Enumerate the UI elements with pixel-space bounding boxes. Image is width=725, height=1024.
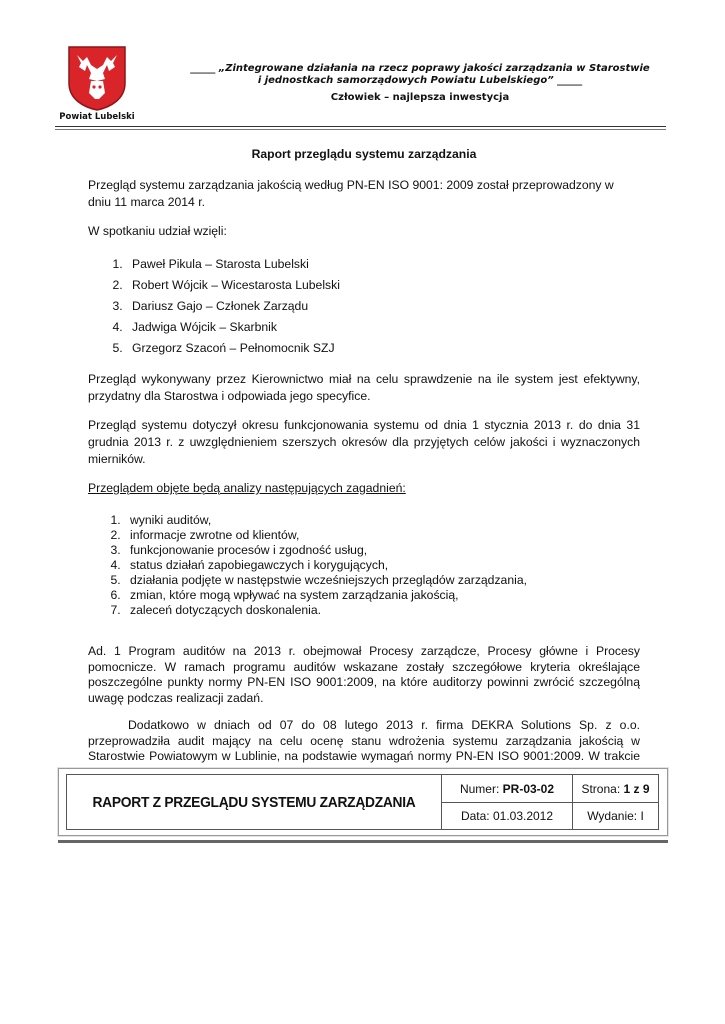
project-title [165, 63, 675, 87]
topic-item: 7. zaleceń dotyczących doskonalenia. [124, 603, 640, 618]
topic-item: 5. działania podjęte w następstwie wcześniejszych przeglądów zarządzania, [124, 573, 640, 588]
participants-list [88, 256, 640, 357]
project-title-line1: _____ „Zintegrowane działania na rzecz poprawy jakości zarządzania w Starostwie [190, 63, 650, 74]
intro-paragraph: Przegląd systemu zarządzania jakością według PN-EN ISO 9001: 2009 został przeprowadzony w dniu 11 marca 2014 r. [88, 178, 614, 209]
period-paragraph: Przegląd systemu dotyczył okresu funkcjonowania systemu od dnia 1 stycznia 2013 r. do dnia 31 grudnia 2013 r. z uwzględnieniem szerszych okresów dla przyjętych celów jakości i wyznaczonych mierników. [88, 418, 640, 466]
crest-label: Powiat Lubelski [59, 112, 135, 122]
document-footer [58, 768, 668, 836]
audit-program-paragraph: Ad. 1 Program auditów na 2013 r. obejmował Procesy zarządcze, Procesy główne i Procesy pomocnicze. W ramach programu auditów wskazane zostały szczegółowe kryteria określające poszczególne punkty normy PN-EN ISO 9001:2009, na które auditorzy powinni zwrócić szczególną uwagę podczas realizacji zadań. [88, 644, 640, 705]
number-value: PR-03-02 [502, 781, 555, 796]
topics-list [88, 513, 640, 618]
dekra-paragraph: Dodatkowo w dniach od 07 do 08 lutego 2013 r. firma DEKRA Solutions Sp. z o.o. przeprowadziła audit mający na celu ocenę stanu wdrożenia systemu zarządzania jakością w Starostwie Powiatowym w Lublinie, na podstawie wymagań normy PN-EN ISO 9001:2009. W trakcie [88, 718, 640, 763]
participant-item: 3. Dariusz Gajo – Członek Zarządu [126, 298, 640, 315]
topic-item: 1. wyniki auditów, [124, 513, 640, 528]
header-divider [55, 126, 666, 127]
topic-item: 6. zmian, które mogą wpływać na system zarządzania jakością, [124, 588, 640, 603]
project-title-line2: i jednostkach samorządowych Powiatu Lubelskiego” _____ [257, 75, 583, 86]
participants-label: W spotkaniu udział wzięli: [88, 224, 227, 238]
page-value: 1 z 9 [623, 781, 650, 796]
participant-item: 4. Jadwiga Wójcik – Skarbnik [126, 319, 640, 336]
footer-table [66, 774, 659, 830]
topic-item: 3. funkcjonowanie procesów i zgodność usług, [124, 543, 640, 558]
number-label: Numer: [459, 781, 500, 796]
footer-title: RAPORT Z PRZEGLĄDU SYSTEMU ZARZĄDZANIA [92, 793, 416, 811]
footer-number [442, 775, 573, 803]
topics-label: Przeglądem objęte będą analizy następujących zagadnień: [88, 481, 406, 495]
footer-date: Data: 01.03.2012 [442, 803, 573, 830]
participant-item: 2. Robert Wójcik – Wicestarosta Lubelski [126, 277, 640, 294]
page-label: Strona: [581, 781, 621, 796]
document-body [88, 146, 640, 792]
participant-item: 5. Grzegorz Szacoń – Pełnomocnik SZJ [126, 340, 640, 357]
footer-edition: Wydanie: I [573, 803, 659, 830]
motto: Człowiek – najlepsza inwestycja [330, 92, 510, 103]
page-header [55, 40, 672, 128]
footer-page [573, 775, 659, 803]
purpose-paragraph: Przegląd wykonywany przez Kierownictwo miał na celu sprawdzenie na ile system jest efektywny, przydatny dla Starostwa i odpowiada jego specyfice. [88, 372, 640, 403]
participant-item: 1. Paweł Pikula – Starosta Lubelski [126, 256, 640, 273]
header-divider-thin [55, 129, 666, 130]
footer-divider [58, 840, 668, 843]
topic-item: 2. informacje zwrotne od klientów, [124, 528, 640, 543]
coat-of-arms-icon [67, 45, 127, 111]
document-title: Raport przeglądu systemu zarządzania [251, 147, 477, 161]
topic-item: 4. status działań zapobiegawczych i korygujących, [124, 558, 640, 573]
